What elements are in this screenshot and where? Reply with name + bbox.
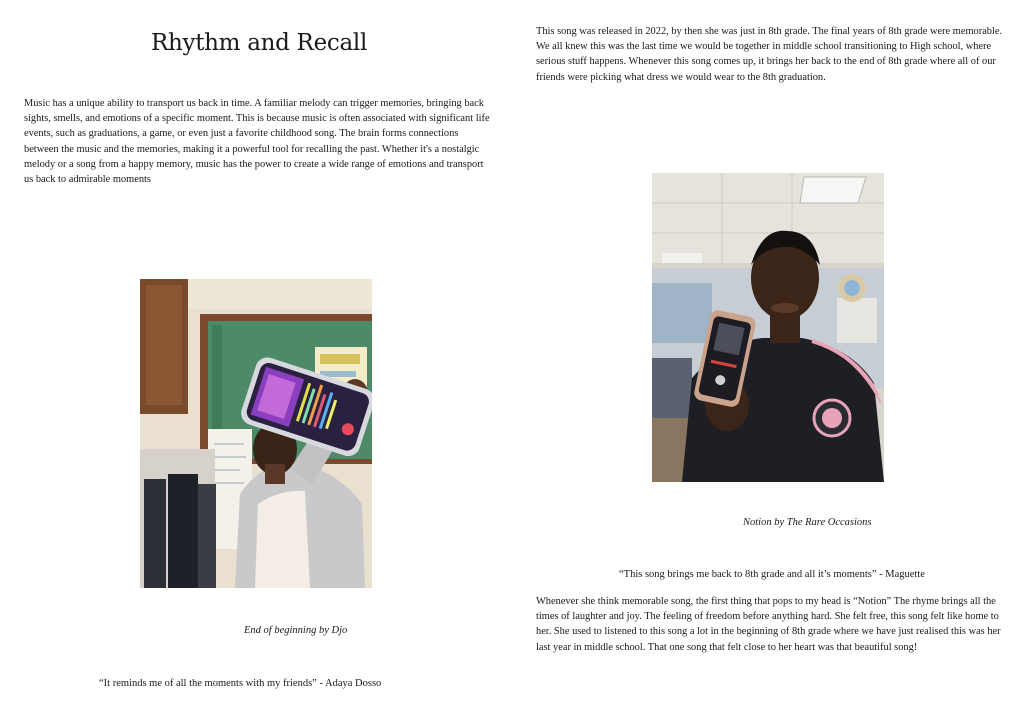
photo-maguette [652,173,884,482]
page-title: Rhythm and Recall [151,30,367,56]
right-intro-paragraph: This song was released in 2022, by then she was just in 8th grade. The final years of 8th grade were memorable. We all knew this was the last time we would be together in middle school transitioning to High school, where serious stuff happens. Whenever this song comes up, it brings her back to the end of 8th grade where all of our friends were picking what dress we would wear to the 8th graduation. [536,26,1003,83]
photo-caption-right: Notion by The Rare Occasions [743,517,872,528]
quote-left: “It reminds me of all the moments with my friends” - Adaya Dosso [99,678,382,689]
photo-caption-left: End of beginning by Djo [244,625,348,636]
photo-adaya [140,279,372,588]
quote-right: “This song brings me back to 8th grade and all it’s moments” - Maguette [619,569,925,580]
story-paragraph: Whenever she think memorable song, the first thing that pops to my head is “Notion” The rhyme brings all the times of laughter and joy. The feeling of freedom before anything hard. She felt free, this song felt like home to her. She used to listened to this song a lot in the beginning of 8th grade where we have just realised this was her last year in middle school. That one song that felt close to her heart was that beautiful song! [536,596,1001,653]
intro-paragraph: Music has a unique ability to transport us back in time. A familiar melody can trigger memories, bringing back sights, smells, and emotions of a specific moment. This is because music is often associated with significant life events, such as graduations, a game, or even just a favorite childhood song. The brain forms connections between the music and the memories, making it a powerful tool for recalling the past. Whether it's a nostalgic melody or a song from a happy memory, music has the power to create a wide range of emotions and transport us back to admirable moments [24,98,490,186]
right-page [512,0,1024,724]
